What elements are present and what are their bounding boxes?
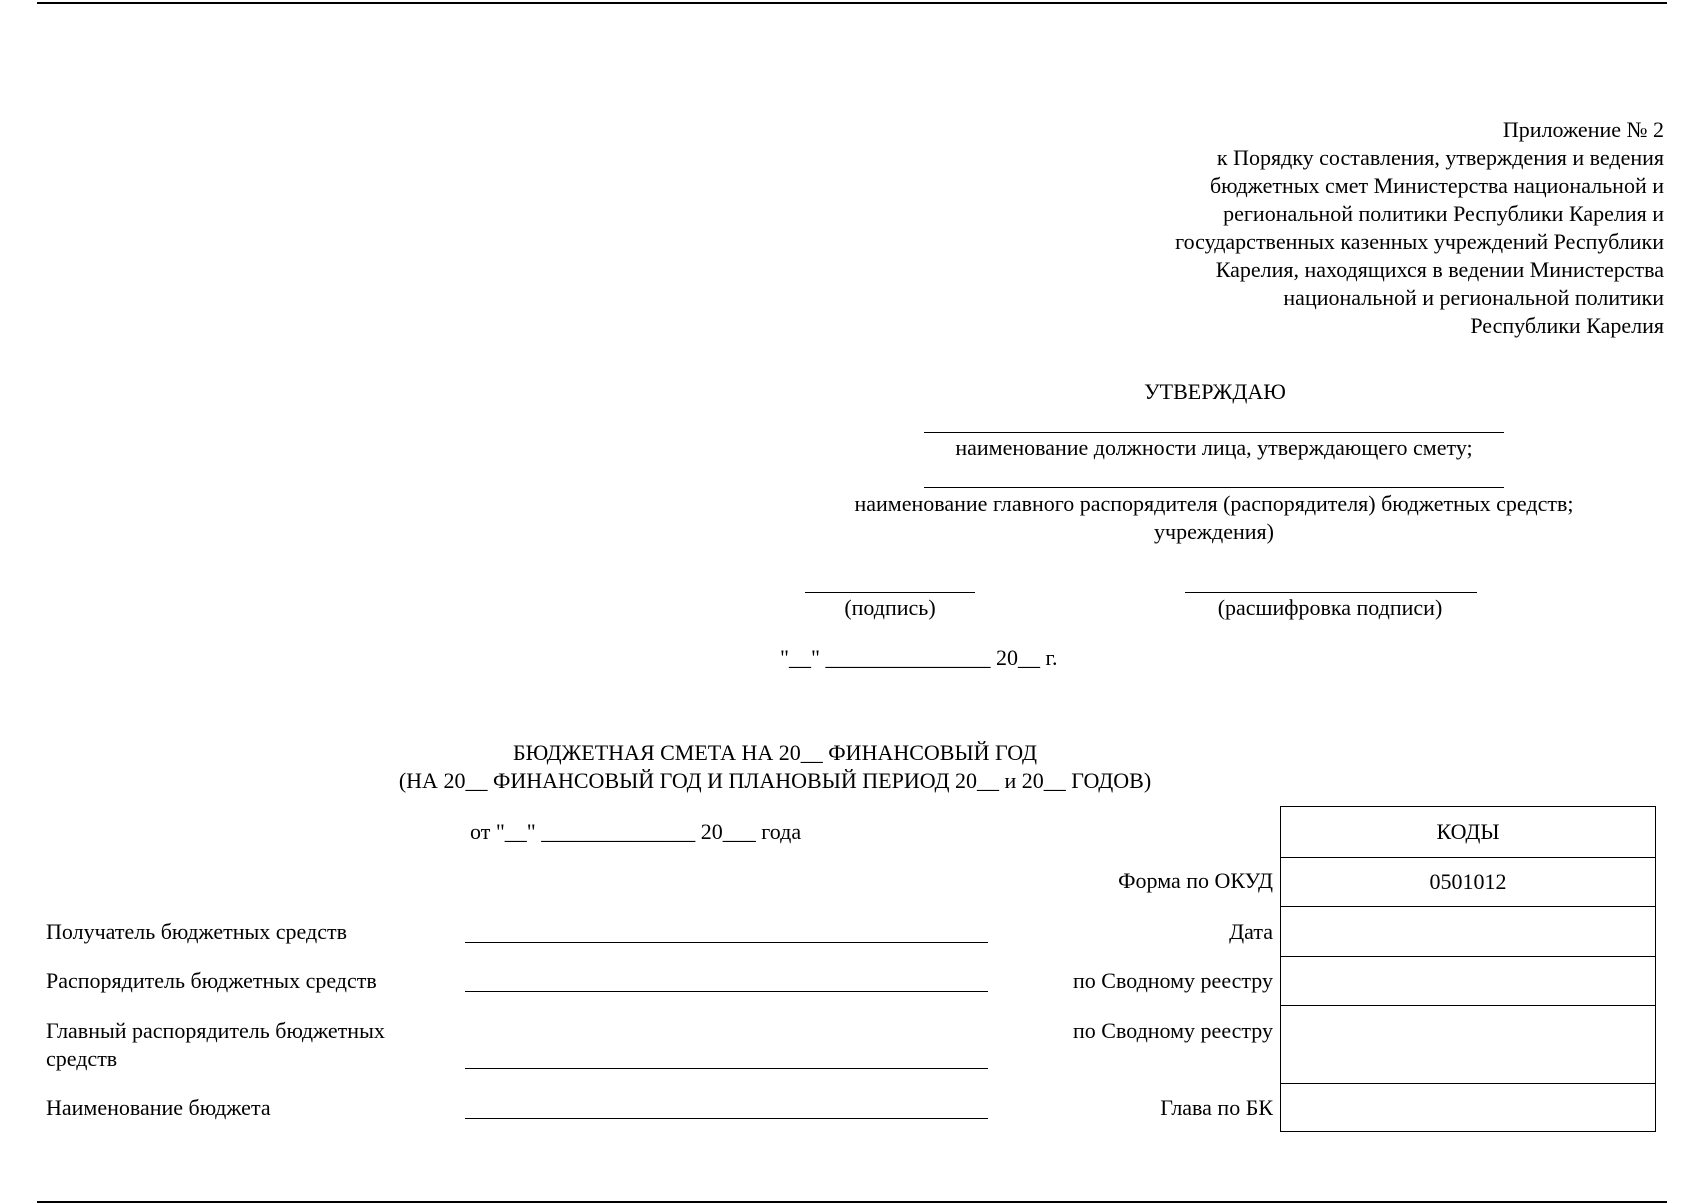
appendix-line: Республики Карелия: [1470, 313, 1664, 338]
field-label-budget-name: Наименование бюджета: [46, 1095, 271, 1120]
appendix-line: к Порядку составления, утверждения и ведения: [1216, 145, 1664, 170]
appendix-line: государственных казенных учреждений Республики: [1175, 229, 1664, 254]
appendix-line: бюджетных смет Министерства национальной и: [1209, 173, 1664, 198]
registry-label: по Сводному реестру: [1073, 968, 1273, 993]
okud-row: [1281, 857, 1655, 906]
recipient-underline: [465, 942, 988, 943]
document-date-line: от "__" ______________ 20___ года: [470, 819, 802, 844]
appendix-line: Карелия, находящихся в ведении Министерства: [1215, 257, 1664, 282]
field-label-chief-manager-cont: средств: [46, 1046, 118, 1071]
okud-value: 0501012: [1429, 869, 1507, 894]
manager-caption-cont: учреждения): [1154, 519, 1274, 544]
appendix-line: Приложение № 2: [1502, 117, 1664, 142]
codes-header: КОДЫ: [1436, 819, 1500, 844]
registry-label-second: по Сводному реестру: [1073, 1018, 1273, 1043]
date-label: Дата: [1229, 919, 1273, 944]
position-caption: наименование должности лица, утверждающего смету;: [955, 435, 1473, 460]
field-label-manager: Распорядитель бюджетных средств: [46, 968, 377, 993]
budget-name-underline: [465, 1118, 988, 1119]
appendix-line: региональной политики Республики Карелия и: [1223, 201, 1664, 226]
manager-caption: наименование главного распорядителя (распорядителя) бюджетных средств;: [854, 491, 1574, 516]
codes-table: [1280, 806, 1656, 1132]
bk-label: Глава по БК: [1160, 1095, 1273, 1120]
position-underline: [924, 432, 1504, 433]
approve-heading: УТВЕРЖДАЮ: [1144, 379, 1286, 404]
document-title: БЮДЖЕТНАЯ СМЕТА НА 20__ ФИНАНСОВЫЙ ГОД: [512, 740, 1038, 765]
decoding-underline: [1185, 592, 1477, 593]
manager-field-underline: [465, 991, 988, 992]
codes-header-row: [1281, 807, 1655, 857]
chief-manager-underline: [465, 1068, 988, 1069]
manager-underline: [924, 487, 1504, 488]
appendix-line: национальной и региональной политики: [1283, 285, 1664, 310]
top-border-line: [37, 2, 1667, 4]
appendix-block: [1175, 116, 1664, 340]
decoding-caption: (расшифровка подписи): [1217, 595, 1443, 620]
signature-underline: [805, 592, 975, 593]
field-label-recipient: Получатель бюджетных средств: [46, 919, 347, 944]
date-code-cell[interactable]: [1281, 906, 1655, 956]
field-label-chief-manager: Главный распорядитель бюджетных: [46, 1018, 385, 1043]
okud-label: Форма по ОКУД: [1118, 868, 1273, 893]
registry-code-cell[interactable]: [1281, 956, 1655, 1005]
signature-caption: (подпись): [844, 595, 936, 620]
registry-code-cell-second[interactable]: [1281, 1005, 1655, 1083]
approval-date-line: "__" _______________ 20__ г.: [780, 645, 1058, 670]
document-subtitle: (НА 20__ ФИНАНСОВЫЙ ГОД И ПЛАНОВЫЙ ПЕРИОД 20__ и 20__ ГОДОВ): [398, 768, 1152, 793]
bk-code-cell[interactable]: [1281, 1083, 1655, 1131]
